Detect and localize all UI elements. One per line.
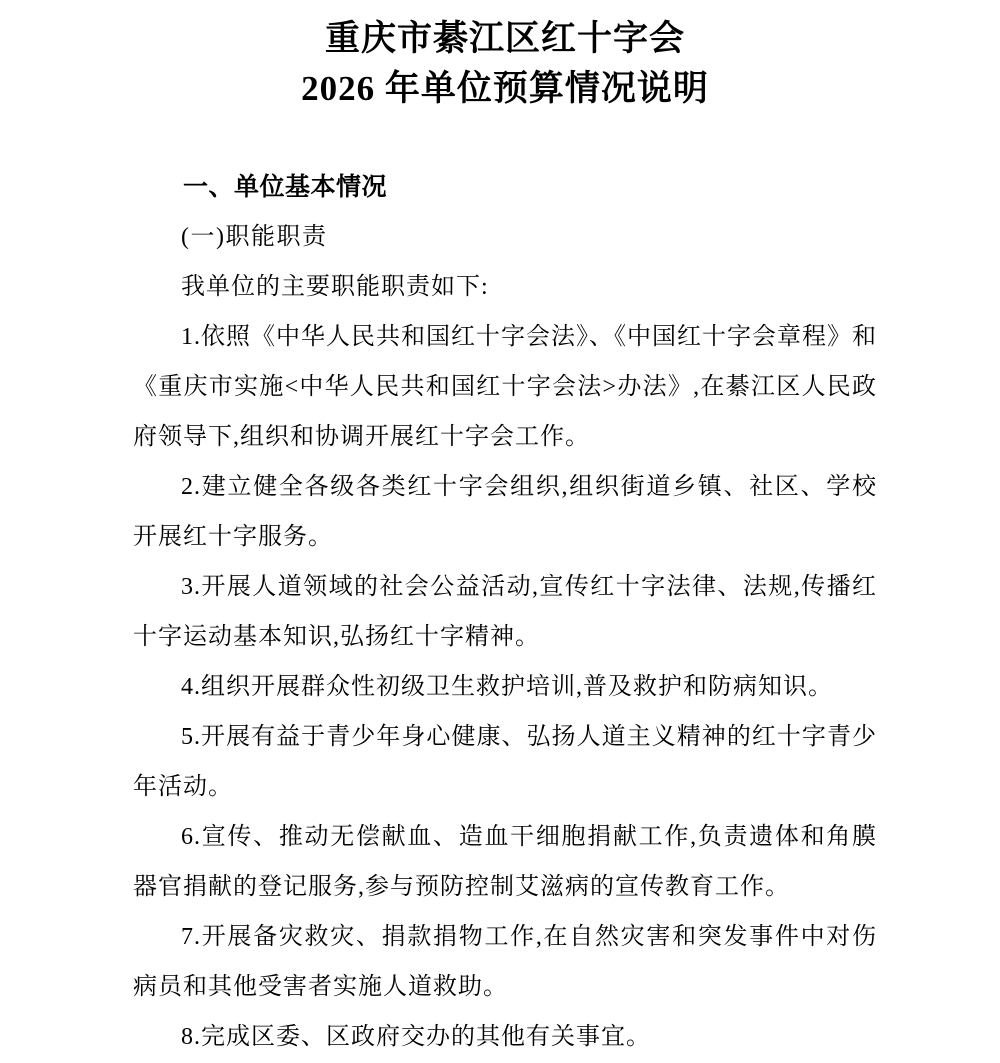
document-title bbox=[133, 14, 877, 114]
sub-heading: (一)职能职责 bbox=[181, 224, 328, 250]
paragraph-1: 1.依照《中华人民共和国红十字会法》、《中国红十字会章程》和《重庆市实施<中华人民共和国红十字会法>办法》,在綦江区人民政府领导下,组织和协调开展红十字会工作。 bbox=[133, 324, 877, 450]
paragraph-7: 7.开展备灾救灾、捐款捐物工作,在自然灾害和突发事件中对伤病员和其他受害者实施人道救助。 bbox=[133, 924, 877, 1000]
paragraph-4: 4.组织开展群众性初级卫生救护培训,普及救护和防病知识。 bbox=[181, 674, 833, 700]
paragraph-3: 3.开展人道领域的社会公益活动,宣传红十字法律、法规,传播红十字运动基本知识,弘扬红十字精神。 bbox=[133, 574, 877, 650]
paragraph-8: 8.完成区委、区政府交办的其他有关事宜。 bbox=[181, 1024, 651, 1050]
title-line-2: 2026 年单位预算情况说明 bbox=[301, 69, 709, 108]
paragraph-6: 6.宣传、推动无偿献血、造血干细胞捐献工作,负责遗体和角膜器官捐献的登记服务,参与预防控制艾滋病的宣传教育工作。 bbox=[133, 824, 877, 900]
intro-paragraph: 我单位的主要职能职责如下: bbox=[181, 274, 489, 300]
paragraph-5: 5.开展有益于青少年身心健康、弘扬人道主义精神的红十字青少年活动。 bbox=[133, 724, 877, 800]
paragraph-2: 2.建立健全各级各类红十字会组织,组织街道乡镇、社区、学校开展红十字服务。 bbox=[133, 474, 877, 550]
title-line-1: 重庆市綦江区红十字会 bbox=[324, 19, 685, 58]
document-body bbox=[133, 162, 877, 1062]
section-heading: 一、单位基本情况 bbox=[183, 173, 388, 201]
